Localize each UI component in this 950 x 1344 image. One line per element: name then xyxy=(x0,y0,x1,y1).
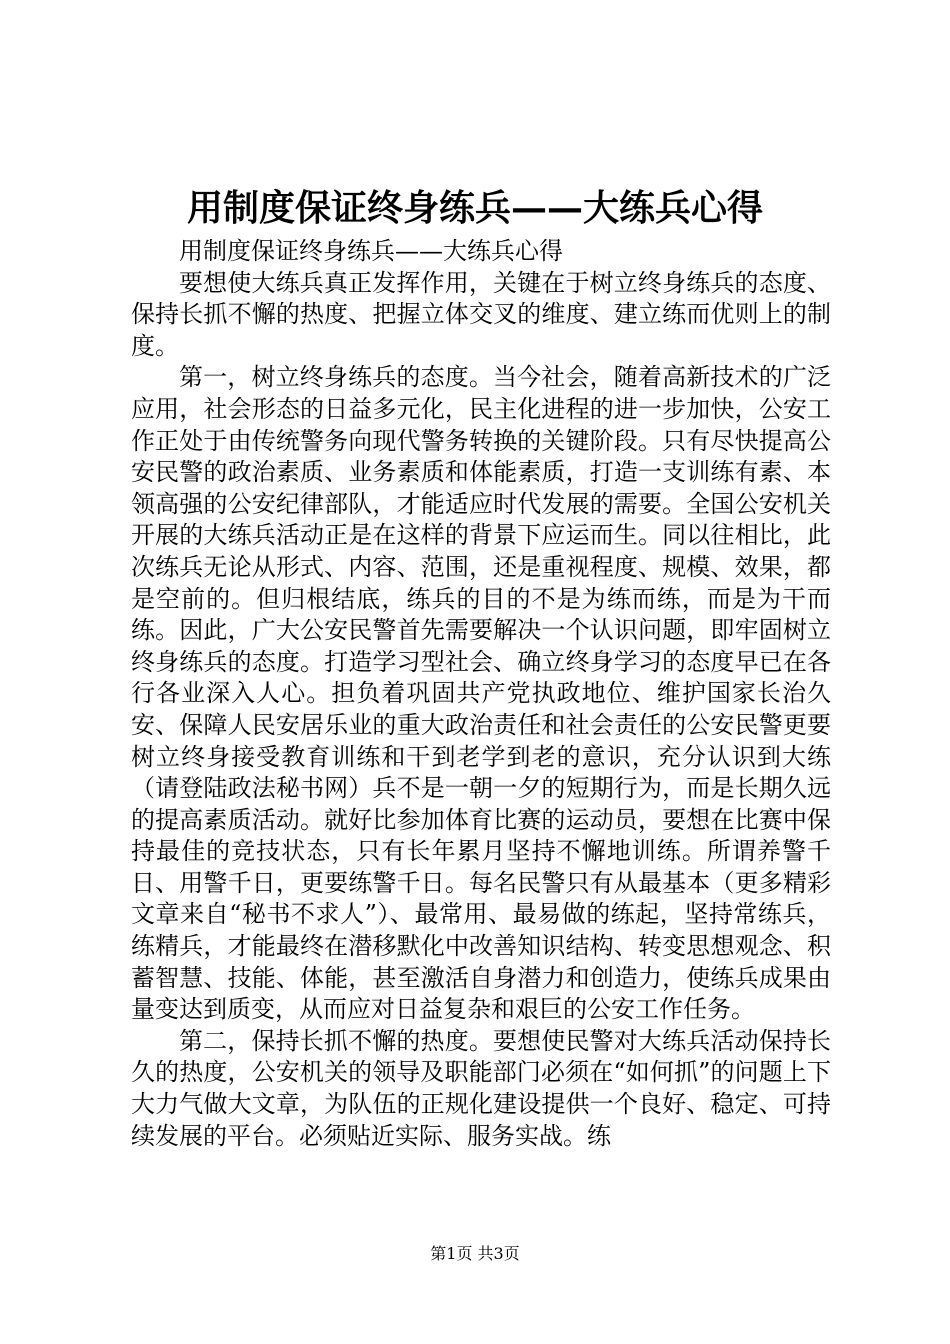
paragraph: 第二，保持长抓不懈的热度。要想使民警对大练兵活动保持长久的热度，公安机关的领导及职能部门必须在“如何抓”的问题上下大力气做大文章，为队伍的正规化建设提供一个良好、稳定、可持续发展的平台。必须贴近实际、服务实战。练 xyxy=(131,1026,831,1150)
paragraph: 用制度保证终身练兵——大练兵心得 xyxy=(179,237,563,265)
page-footer: 第1页 共3页 xyxy=(430,1244,520,1263)
paragraph: 第一，树立终身练兵的态度。当今社会，随着高新技术的广泛应用，社会形态的日益多元化，民主化进程的进一步加快，公安工作正处于由传统警务向现代警务转换的关键阶段。只有尽快提高公安民警的政治素质、业务素质和体能素质，打造一支训练有素、本领高强的公安纪律部队，才能适应时代发展的需要。全国公安机关开展的大练兵活动正是在这样的背景下应运而生。同以往相比，此次练兵无论从形式、内容、范围，还是重视程度、规模、效果，都是空前的。但归根结底，练兵的目的不是为练而练，而是为干而练。因此，广大公安民警首先需要解决一个认识问题，即牢固树立终身练兵的态度。打造学习型社会、确立终身学习的态度早已在各行各业深入人心。担负着巩固共产党执政地位、维护国家长治久安、保障人民安居乐业的重大政治责任和社会责任的公安民警更要树立终身接受教育训练和干到老学到老的意识，充分认识到大练（请登陆政法秘书网）兵不是一朝一夕的短期行为，而是长期久远的提高素质活动。就好比参加体育比赛的运动员，要想在比赛中保持最佳的竞技状态，只有长年累月坚持不懈地训练。所谓养警千日、用警千日，更要练警千日。每名民警只有从最基本（更多精彩文章来自“秘书不求人”）、最常用、最易做的练起，坚持常练兵，练精兵，才能最终在潜移默化中改善知识结构、转变思想观念、积蓄智慧、技能、体能，甚至激活自身潜力和创造力，使练兵成果由量变达到质变，从而应对日益复杂和艰巨的公安工作任务。 xyxy=(131,363,831,1024)
document-body xyxy=(131,236,831,1152)
paragraph: 要想使大练兵真正发挥作用，关键在于树立终身练兵的态度、保持长抓不懈的热度、把握立体交叉的维度、建立练而优则上的制度。 xyxy=(131,268,831,360)
document-title: 用制度保证终身练兵——大练兵心得 xyxy=(186,187,763,229)
